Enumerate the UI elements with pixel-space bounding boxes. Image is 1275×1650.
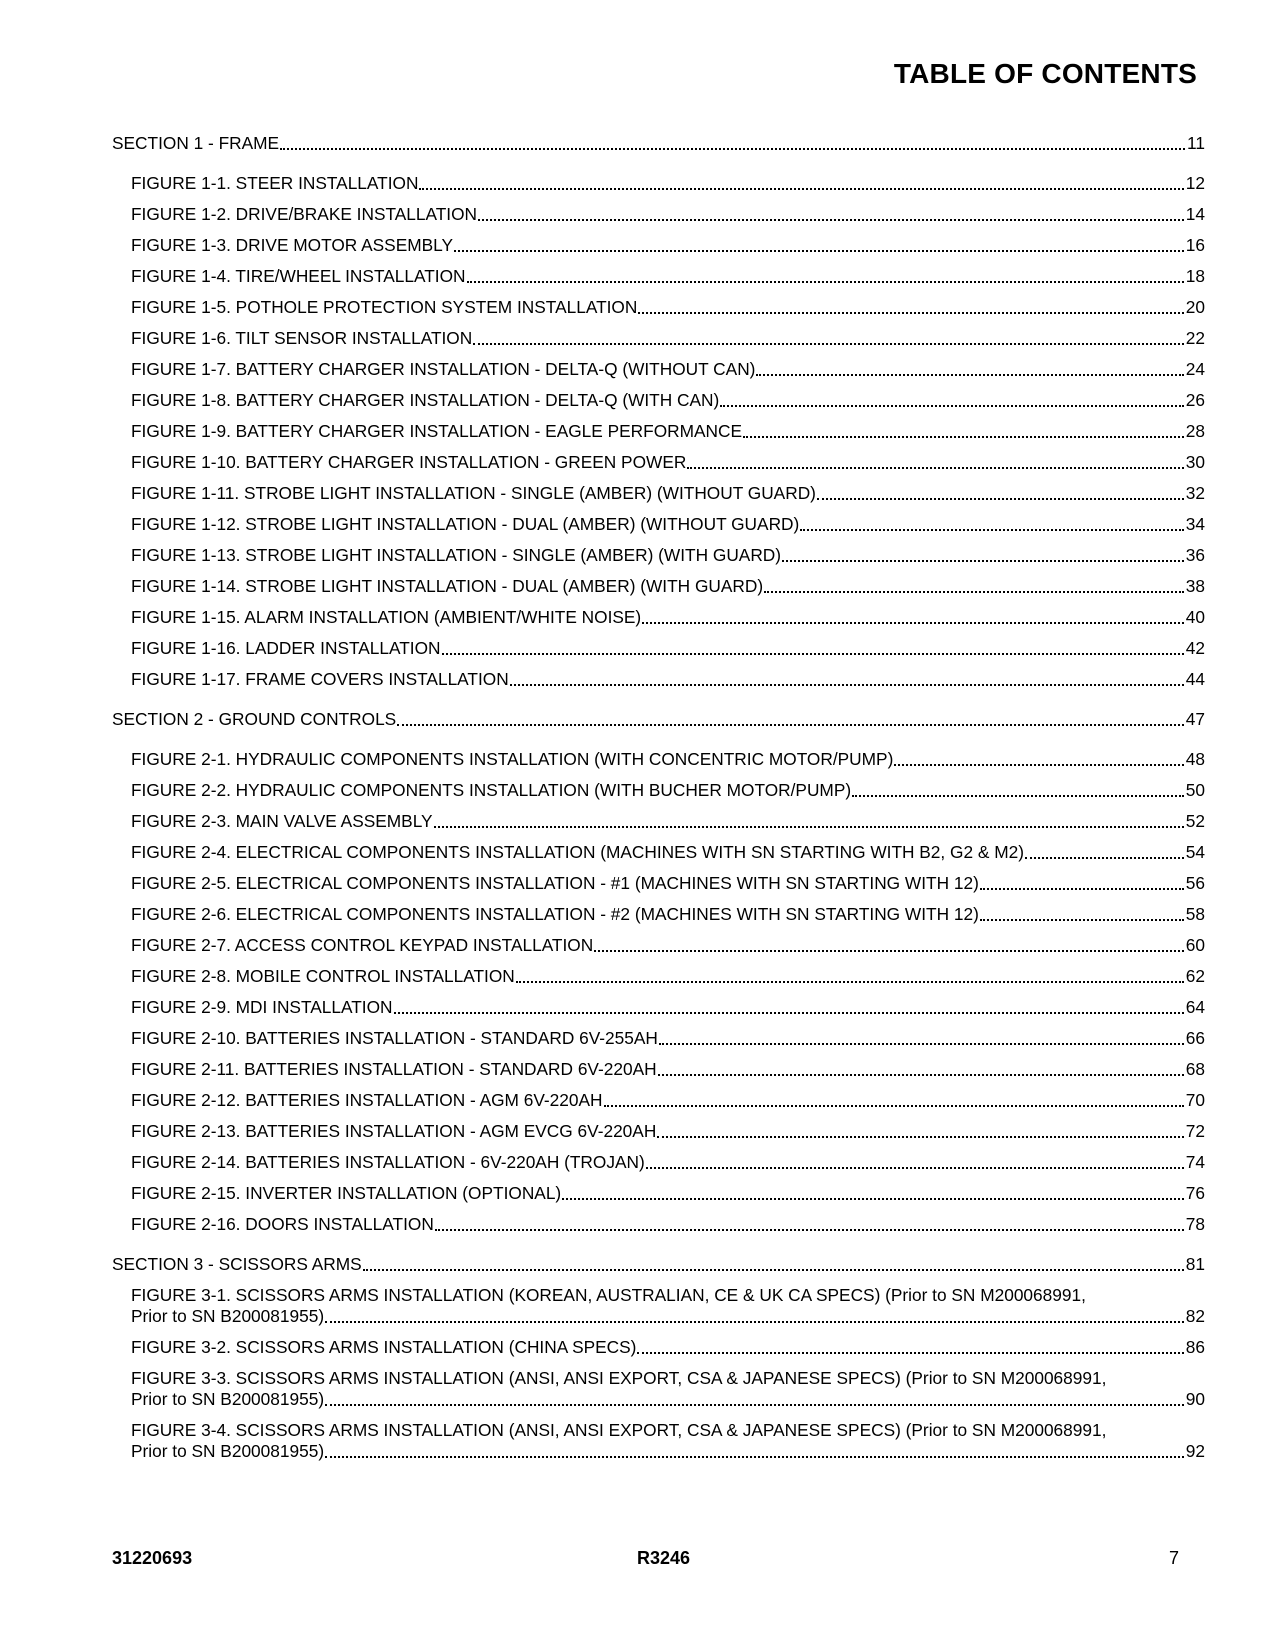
footer-doc-number: 31220693 bbox=[112, 1548, 193, 1568]
toc-entry-figure[interactable] bbox=[112, 607, 1205, 628]
toc-entry-page: 56 bbox=[1185, 873, 1205, 893]
toc-entry-page: 42 bbox=[1185, 638, 1205, 658]
toc-entry-text: FIGURE 1-8. BATTERY CHARGER INSTALLATION - DELTA-Q (WITH CAN) bbox=[131, 390, 720, 410]
toc-entry-figure[interactable] bbox=[112, 1214, 1205, 1235]
toc-entry-page: 62 bbox=[1185, 966, 1205, 986]
dot-leader bbox=[800, 529, 1183, 531]
toc-entry-figure[interactable] bbox=[112, 576, 1205, 597]
toc-entry-page: 66 bbox=[1185, 1028, 1205, 1048]
toc-entry-text: FIGURE 1-12. STROBE LIGHT INSTALLATION - DUAL (AMBER) (WITHOUT GUARD) bbox=[131, 514, 800, 534]
toc-entry-page: 78 bbox=[1185, 1214, 1205, 1234]
toc-entry-figure[interactable] bbox=[112, 873, 1205, 894]
toc-entry-text: FIGURE 1-10. BATTERY CHARGER INSTALLATION - GREEN POWER bbox=[131, 452, 687, 472]
dot-leader bbox=[720, 405, 1184, 407]
toc-entry-text: FIGURE 1-5. POTHOLE PROTECTION SYSTEM INSTALLATION bbox=[131, 297, 638, 317]
toc-entry-figure[interactable] bbox=[112, 1121, 1205, 1142]
footer-model: R3246 bbox=[637, 1548, 691, 1568]
toc-entry-figure[interactable] bbox=[112, 749, 1205, 770]
toc-entry-section[interactable] bbox=[112, 133, 1205, 154]
page-footer bbox=[112, 1548, 1179, 1572]
toc-entry-figure[interactable] bbox=[112, 780, 1205, 801]
toc-entry-figure[interactable] bbox=[112, 1368, 1205, 1410]
toc-entry-page: 44 bbox=[1185, 669, 1205, 689]
toc-entry-text: FIGURE 3-2. SCISSORS ARMS INSTALLATION (CHINA SPECS) bbox=[131, 1337, 637, 1357]
dot-leader bbox=[442, 653, 1184, 655]
toc-entry-figure[interactable] bbox=[112, 390, 1205, 411]
toc-entry-text: FIGURE 1-7. BATTERY CHARGER INSTALLATION - DELTA-Q (WITHOUT CAN) bbox=[131, 359, 756, 379]
toc-entry-page: 54 bbox=[1185, 842, 1205, 862]
toc-entry-text: SECTION 1 - FRAME bbox=[112, 133, 280, 153]
toc-entry-text: FIGURE 2-1. HYDRAULIC COMPONENTS INSTALLATION (WITH CONCENTRIC MOTOR/PUMP) bbox=[131, 749, 894, 769]
toc-entry-page: 47 bbox=[1185, 709, 1205, 729]
dot-leader bbox=[782, 560, 1184, 562]
dot-leader bbox=[516, 981, 1184, 983]
toc-entry-text: FIGURE 3-3. SCISSORS ARMS INSTALLATION (ANSI, ANSI EXPORT, CSA & JAPANESE SPECS) (Prior to SN M200068991, bbox=[131, 1368, 1107, 1388]
toc-entry-figure[interactable] bbox=[112, 514, 1205, 535]
dot-leader bbox=[397, 724, 1184, 726]
toc-entry-figure[interactable] bbox=[112, 1090, 1205, 1111]
toc-entry-page: 68 bbox=[1185, 1059, 1205, 1079]
dot-leader bbox=[687, 467, 1183, 469]
toc-entry-figure[interactable] bbox=[112, 997, 1205, 1018]
dot-leader bbox=[325, 1456, 1184, 1458]
footer-page-number: 7 bbox=[1168, 1548, 1179, 1568]
toc-entry-figure[interactable] bbox=[112, 266, 1205, 287]
dot-leader bbox=[363, 1269, 1184, 1271]
toc-entry-page: 48 bbox=[1185, 749, 1205, 769]
toc-entry-figure[interactable] bbox=[112, 1420, 1205, 1462]
toc-entry-text: FIGURE 1-15. ALARM INSTALLATION (AMBIENT/WHITE NOISE) bbox=[131, 607, 642, 627]
toc-entry-figure[interactable] bbox=[112, 904, 1205, 925]
toc-entry-figure[interactable] bbox=[112, 1028, 1205, 1049]
toc-entry-page: 11 bbox=[1187, 133, 1205, 153]
toc-entry-figure[interactable] bbox=[112, 359, 1205, 380]
dot-leader bbox=[454, 250, 1184, 252]
toc-entry-figure[interactable] bbox=[112, 1285, 1205, 1327]
toc-entry-text: FIGURE 1-16. LADDER INSTALLATION bbox=[131, 638, 441, 658]
toc-entry-page: 76 bbox=[1185, 1183, 1205, 1203]
toc-entry-page: 70 bbox=[1185, 1090, 1205, 1110]
dot-leader bbox=[325, 1321, 1184, 1323]
toc-entry-text: FIGURE 1-13. STROBE LIGHT INSTALLATION - SINGLE (AMBER) (WITH GUARD) bbox=[131, 545, 782, 565]
toc-entry-page: 90 bbox=[1185, 1389, 1205, 1409]
toc-entry-text: FIGURE 2-2. HYDRAULIC COMPONENTS INSTALLATION (WITH BUCHER MOTOR/PUMP) bbox=[131, 780, 852, 800]
toc-entry-page: 30 bbox=[1185, 452, 1205, 472]
toc-entry-text: FIGURE 2-11. BATTERIES INSTALLATION - STANDARD 6V-220AH bbox=[131, 1059, 657, 1079]
toc-entry-text: FIGURE 2-13. BATTERIES INSTALLATION - AGM EVCG 6V-220AH bbox=[131, 1121, 657, 1141]
toc-entry-figure[interactable] bbox=[112, 545, 1205, 566]
dot-leader bbox=[657, 1136, 1183, 1138]
toc-entry-page: 81 bbox=[1185, 1254, 1205, 1274]
dot-leader bbox=[764, 591, 1184, 593]
toc-entry-page: 32 bbox=[1185, 483, 1205, 503]
toc-entry-text: FIGURE 1-17. FRAME COVERS INSTALLATION bbox=[131, 669, 509, 689]
toc-entry-figure[interactable] bbox=[112, 966, 1205, 987]
toc-list bbox=[112, 130, 1205, 1462]
toc-entry-page: 58 bbox=[1185, 904, 1205, 924]
toc-entry-page: 74 bbox=[1185, 1152, 1205, 1172]
toc-entry-text: FIGURE 1-1. STEER INSTALLATION bbox=[131, 173, 419, 193]
toc-entry-text: FIGURE 1-2. DRIVE/BRAKE INSTALLATION bbox=[131, 204, 478, 224]
toc-entry-text: FIGURE 2-16. DOORS INSTALLATION bbox=[131, 1214, 434, 1234]
dot-leader bbox=[637, 1352, 1183, 1354]
toc-entry-text-continued: Prior to SN B200081955) bbox=[131, 1389, 325, 1409]
dot-leader bbox=[659, 1043, 1184, 1045]
toc-entry-figure[interactable] bbox=[112, 1183, 1205, 1204]
toc-entry-text: FIGURE 2-4. ELECTRICAL COMPONENTS INSTALLATION (MACHINES WITH SN STARTING WITH B2, G2 & M2) bbox=[131, 842, 1024, 862]
toc-entry-figure[interactable] bbox=[112, 638, 1205, 659]
toc-entry-text: FIGURE 1-6. TILT SENSOR INSTALLATION bbox=[131, 328, 473, 348]
dot-leader bbox=[980, 888, 1184, 890]
toc-entry-figure[interactable] bbox=[112, 811, 1205, 832]
toc-entry-figure[interactable] bbox=[112, 173, 1205, 194]
toc-entry-text: FIGURE 1-9. BATTERY CHARGER INSTALLATION - EAGLE PERFORMANCE bbox=[131, 421, 743, 441]
toc-entry-figure[interactable] bbox=[112, 297, 1205, 318]
dot-leader bbox=[435, 1229, 1184, 1231]
toc-entry-page: 14 bbox=[1185, 204, 1205, 224]
toc-entry-page: 38 bbox=[1185, 576, 1205, 596]
toc-entry-figure[interactable] bbox=[112, 204, 1205, 225]
toc-entry-page: 36 bbox=[1185, 545, 1205, 565]
toc-entry-page: 20 bbox=[1185, 297, 1205, 317]
toc-entry-page: 92 bbox=[1185, 1441, 1205, 1461]
toc-entry-text: FIGURE 2-5. ELECTRICAL COMPONENTS INSTALLATION - #1 (MACHINES WITH SN STARTING WITH 12) bbox=[131, 873, 979, 893]
toc-entry-text: FIGURE 2-6. ELECTRICAL COMPONENTS INSTALLATION - #2 (MACHINES WITH SN STARTING WITH 12) bbox=[131, 904, 979, 924]
toc-entry-text: FIGURE 3-4. SCISSORS ARMS INSTALLATION (ANSI, ANSI EXPORT, CSA & JAPANESE SPECS) (Prior to SN M200068991, bbox=[131, 1420, 1107, 1440]
toc-entry-figure[interactable] bbox=[112, 328, 1205, 349]
dot-leader bbox=[658, 1074, 1184, 1076]
toc-entry-page: 72 bbox=[1185, 1121, 1205, 1141]
toc-entry-text-continued: Prior to SN B200081955) bbox=[131, 1441, 325, 1461]
toc-entry-text: FIGURE 2-10. BATTERIES INSTALLATION - STANDARD 6V-255AH bbox=[131, 1028, 658, 1048]
toc-entry-text: FIGURE 2-3. MAIN VALVE ASSEMBLY bbox=[131, 811, 433, 831]
toc-entry-figure[interactable] bbox=[112, 235, 1205, 256]
dot-leader bbox=[434, 826, 1184, 828]
toc-entry-page: 64 bbox=[1185, 997, 1205, 1017]
toc-entry-figure[interactable] bbox=[112, 1059, 1205, 1080]
toc-entry-figure[interactable] bbox=[112, 1337, 1205, 1358]
dot-leader bbox=[604, 1105, 1184, 1107]
toc-entry-text-continued: Prior to SN B200081955) bbox=[131, 1306, 325, 1326]
dot-leader bbox=[394, 1012, 1184, 1014]
toc-entry-figure[interactable] bbox=[112, 1152, 1205, 1173]
dot-leader bbox=[562, 1198, 1184, 1200]
toc-entry-page: 52 bbox=[1185, 811, 1205, 831]
toc-entry-figure[interactable] bbox=[112, 483, 1205, 504]
dot-leader bbox=[817, 498, 1184, 500]
dot-leader bbox=[325, 1404, 1184, 1406]
toc-entry-text: FIGURE 1-14. STROBE LIGHT INSTALLATION - DUAL (AMBER) (WITH GUARD) bbox=[131, 576, 764, 596]
dot-leader bbox=[478, 219, 1184, 221]
toc-entry-text: FIGURE 2-14. BATTERIES INSTALLATION - 6V-220AH (TROJAN) bbox=[131, 1152, 645, 1172]
toc-entry-page: 60 bbox=[1185, 935, 1205, 955]
dot-leader bbox=[638, 312, 1183, 314]
toc-entry-text: FIGURE 2-9. MDI INSTALLATION bbox=[131, 997, 393, 1017]
toc-entry-text: FIGURE 1-11. STROBE LIGHT INSTALLATION - SINGLE (AMBER) (WITHOUT GUARD) bbox=[131, 483, 816, 503]
dot-leader bbox=[894, 764, 1183, 766]
toc-entry-figure[interactable] bbox=[112, 452, 1205, 473]
toc-entry-figure[interactable] bbox=[112, 842, 1205, 863]
dot-leader bbox=[473, 343, 1184, 345]
dot-leader bbox=[646, 1167, 1184, 1169]
dot-leader bbox=[852, 795, 1184, 797]
toc-entry-figure[interactable] bbox=[112, 421, 1205, 442]
toc-entry-page: 40 bbox=[1185, 607, 1205, 627]
toc-entry-section[interactable] bbox=[112, 709, 1205, 730]
dot-leader bbox=[280, 148, 1185, 150]
dot-leader bbox=[743, 436, 1184, 438]
toc-entry-text: FIGURE 3-1. SCISSORS ARMS INSTALLATION (KOREAN, AUSTRALIAN, CE & UK CA SPECS) (Prior to SN M200068991, bbox=[131, 1285, 1086, 1305]
toc-entry-figure[interactable] bbox=[112, 669, 1205, 690]
toc-entry-text: FIGURE 2-8. MOBILE CONTROL INSTALLATION bbox=[131, 966, 515, 986]
toc-entry-page: 86 bbox=[1185, 1337, 1205, 1357]
toc-entry-text: FIGURE 1-4. TIRE/WHEEL INSTALLATION bbox=[131, 266, 466, 286]
page-title: TABLE OF CONTENTS bbox=[893, 58, 1197, 89]
toc-entry-page: 50 bbox=[1185, 780, 1205, 800]
toc-entry-text: SECTION 2 - GROUND CONTROLS bbox=[112, 709, 397, 729]
toc-entry-text: FIGURE 2-12. BATTERIES INSTALLATION - AGM 6V-220AH bbox=[131, 1090, 603, 1110]
toc-entry-page: 24 bbox=[1185, 359, 1205, 379]
dot-leader bbox=[980, 919, 1184, 921]
toc-entry-page: 22 bbox=[1185, 328, 1205, 348]
toc-entry-text: FIGURE 2-7. ACCESS CONTROL KEYPAD INSTALLATION bbox=[131, 935, 594, 955]
toc-entry-page: 82 bbox=[1185, 1306, 1205, 1326]
toc-entry-page: 16 bbox=[1185, 235, 1205, 255]
toc-entry-page: 26 bbox=[1185, 390, 1205, 410]
dot-leader bbox=[510, 684, 1184, 686]
toc-entry-page: 18 bbox=[1185, 266, 1205, 286]
dot-leader bbox=[594, 950, 1184, 952]
toc-entry-page: 34 bbox=[1185, 514, 1205, 534]
dot-leader bbox=[467, 281, 1184, 283]
dot-leader bbox=[642, 622, 1184, 624]
toc-entry-page: 28 bbox=[1185, 421, 1205, 441]
toc-entry-page: 12 bbox=[1185, 173, 1205, 193]
dot-leader bbox=[1025, 857, 1184, 859]
toc-entry-text: FIGURE 1-3. DRIVE MOTOR ASSEMBLY bbox=[131, 235, 454, 255]
dot-leader bbox=[419, 188, 1183, 190]
dot-leader bbox=[756, 374, 1183, 376]
toc-entry-figure[interactable] bbox=[112, 935, 1205, 956]
toc-entry-section[interactable] bbox=[112, 1254, 1205, 1275]
toc-entry-text: SECTION 3 - SCISSORS ARMS bbox=[112, 1254, 362, 1274]
toc-entry-text: FIGURE 2-15. INVERTER INSTALLATION (OPTIONAL) bbox=[131, 1183, 562, 1203]
